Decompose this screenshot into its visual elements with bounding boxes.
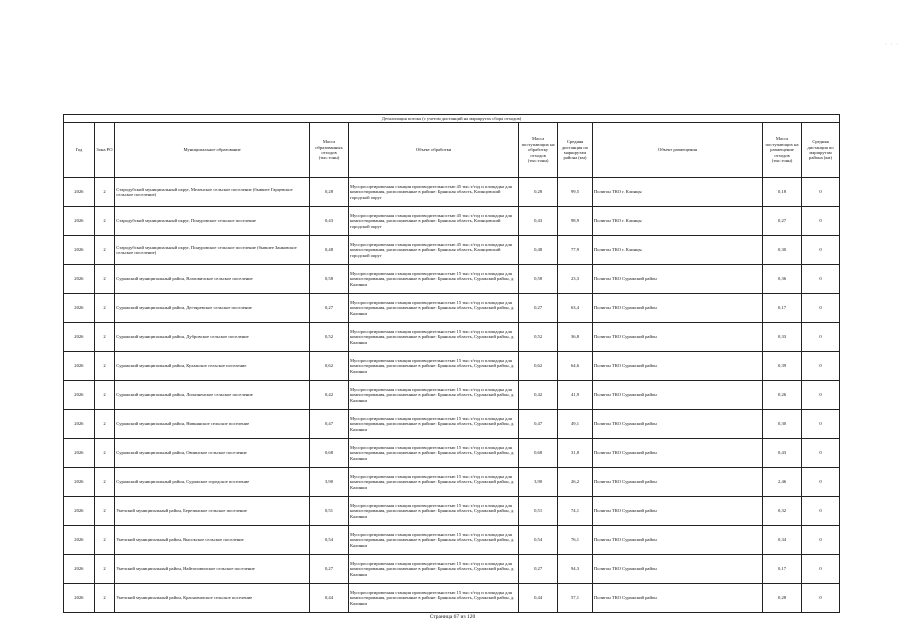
cell-avg-distance-district: 0 (802, 265, 840, 294)
cell-avg-distance-district: 0 (802, 468, 840, 497)
cell-avg-distance-district: 0 (802, 178, 840, 207)
cell-zone: 2 (94, 178, 115, 207)
cell-municipality: Унечский муниципальный район, Красновичское сельское поселение (115, 584, 310, 613)
cell-mass-to-disposal: 0,36 (763, 265, 802, 294)
cell-processing-object: Мусоросортировочная станция производительностью 45 тыс.т/год и площадка для компостирования, расположенные в районе: Брянская область, Клинцовский городской округ (348, 236, 518, 265)
cell-municipality: Суражский муниципальный район, Суражское городское поселение (115, 468, 310, 497)
cell-year: 2026 (64, 497, 95, 526)
cell-municipality: Суражский муниципальный район, Овчинское сельское поселение (115, 439, 310, 468)
cell-year: 2026 (64, 207, 95, 236)
table-row (64, 526, 840, 555)
cell-municipality: Стародубский муниципальный округ, Понуровское сельское поселение (115, 207, 310, 236)
cell-year: 2026 (64, 468, 95, 497)
table-row (64, 497, 840, 526)
cell-processing-object: Мусоросортировочная станция производительностью 15 тыс.т/год и площадка для компостирования, расположенные в районе: Брянская область, Суражский район, д. Калинки (348, 555, 518, 584)
cell-municipality: Суражский муниципальный район, Дегтяревское сельское поселение (115, 294, 310, 323)
cell-avg-distance-district: 0 (802, 352, 840, 381)
cell-year: 2026 (64, 352, 95, 381)
cell-mass-to-disposal: 0,43 (763, 439, 802, 468)
header-zone: Зона РО (94, 123, 115, 178)
cell-mass-to-disposal: 0,27 (763, 207, 802, 236)
cell-municipality: Суражский муниципальный район, Влазовичское сельское поселение (115, 265, 310, 294)
scan-mark: · · · (885, 42, 899, 48)
cell-mass-to-processing: 0,47 (519, 410, 558, 439)
table-row (64, 410, 840, 439)
cell-mass-to-processing: 3,90 (519, 468, 558, 497)
cell-disposal-object: Полигон ТКО Суражский район (592, 555, 762, 584)
cell-processing-object: Мусоросортировочная станция производительностью 15 тыс.т/год и площадка для компостирования, расположенные в районе: Брянская область, Суражский район, д. Калинки (348, 526, 518, 555)
cell-mass-to-processing: 0,54 (519, 526, 558, 555)
cell-avg-distance: 76,1 (558, 526, 593, 555)
cell-avg-distance: 77,9 (558, 236, 593, 265)
table-row (64, 294, 840, 323)
cell-avg-distance-district: 0 (802, 381, 840, 410)
cell-disposal-object: Полигон ТКО Суражский район (592, 323, 762, 352)
cell-zone: 2 (94, 555, 115, 584)
cell-processing-object: Мусоросортировочная станция производительностью 15 тыс.т/год и площадка для компостирования, расположенные в районе: Брянская область, Суражский район, д. Калинки (348, 468, 518, 497)
cell-municipality: Унечский муниципальный район, Найтоповичское сельское поселение (115, 555, 310, 584)
cell-zone: 2 (94, 236, 115, 265)
cell-processing-object: Мусоросортировочная станция производительностью 15 тыс.т/год и площадка для компостирования, расположенные в районе: Брянская область, Суражский район, д. Калинки (348, 410, 518, 439)
cell-avg-distance: 94,3 (558, 555, 593, 584)
cell-mass-to-processing: 0,68 (519, 439, 558, 468)
cell-processing-object: Мусоросортировочная станция производительностью 15 тыс.т/год и площадка для компостирования, расположенные в районе: Брянская область, Суражский район, д. Калинки (348, 265, 518, 294)
cell-processing-object: Мусоросортировочная станция производительностью 15 тыс.т/год и площадка для компостирования, расположенные в районе: Брянская область, Суражский район, д. Калинки (348, 323, 518, 352)
cell-municipality: Унечский муниципальный район, Высокское сельское поселение (115, 526, 310, 555)
cell-avg-distance: 26,2 (558, 468, 593, 497)
table-caption: Детализация потока (с учетом дистанций на маршрутах сбора отходов) (64, 115, 840, 123)
cell-mass-to-disposal: 0,28 (763, 584, 802, 613)
cell-municipality: Суражский муниципальный район, Нивнянское сельское поселение (115, 410, 310, 439)
cell-avg-distance: 74,1 (558, 497, 593, 526)
cell-disposal-object: Полигон ТКО Суражский район (592, 497, 762, 526)
cell-avg-distance: 64,6 (558, 352, 593, 381)
cell-avg-distance-district: 0 (802, 497, 840, 526)
cell-mass-to-processing: 0,27 (519, 294, 558, 323)
header-mass-to-disposal: Масса поступающих на размещение отходов (тыс.тонн) (763, 123, 802, 178)
cell-disposal-object: Полигон ТКО г. Клинцы (592, 236, 762, 265)
cell-avg-distance-district: 0 (802, 410, 840, 439)
table-row (64, 352, 840, 381)
cell-disposal-object: Полигон ТКО Суражский район (592, 468, 762, 497)
table-row (64, 207, 840, 236)
cell-municipality: Стародубский муниципальный округ, Меленское сельское поселение (бывшее Гарцевское сельское поселение) (115, 178, 310, 207)
cell-year: 2026 (64, 555, 95, 584)
table-row (64, 178, 840, 207)
cell-disposal-object: Полигон ТКО Суражский район (592, 352, 762, 381)
cell-municipality: Суражский муниципальный район, Лопазненское сельское поселение (115, 381, 310, 410)
cell-year: 2026 (64, 265, 95, 294)
cell-mass-generated: 0,44 (310, 584, 349, 613)
cell-processing-object: Мусоросортировочная станция производительностью 15 тыс.т/год и площадка для компостирования, расположенные в районе: Брянская область, Суражский район, д. Калинки (348, 497, 518, 526)
table-row (64, 381, 840, 410)
cell-mass-to-disposal: 0,34 (763, 526, 802, 555)
cell-avg-distance-district: 0 (802, 526, 840, 555)
header-processing-object: Объект обработки (348, 123, 518, 178)
header-mass-to-processing: Масса поступающих на обработку отходов (тыс.тонн) (519, 123, 558, 178)
cell-avg-distance-district: 0 (802, 207, 840, 236)
cell-year: 2026 (64, 410, 95, 439)
cell-processing-object: Мусоросортировочная станция производительностью 15 тыс.т/год и площадка для компостирования, расположенные в районе: Брянская область, Суражский район, д. Калинки (348, 584, 518, 613)
cell-disposal-object: Полигон ТКО г. Клинцы (592, 178, 762, 207)
cell-disposal-object: Полигон ТКО Суражский район (592, 410, 762, 439)
cell-avg-distance: 49,1 (558, 410, 593, 439)
cell-disposal-object: Полигон ТКО Суражский район (592, 584, 762, 613)
cell-mass-generated: 0,42 (310, 381, 349, 410)
header-disposal-object: Объект размещения (592, 123, 762, 178)
waste-flow-table (63, 114, 840, 613)
cell-avg-distance: 23,3 (558, 265, 593, 294)
cell-avg-distance-district: 0 (802, 584, 840, 613)
cell-mass-generated: 0,54 (310, 526, 349, 555)
cell-mass-generated: 0,43 (310, 207, 349, 236)
cell-municipality: Суражский муниципальный район, Дубровское сельское поселение (115, 323, 310, 352)
cell-avg-distance: 31,8 (558, 439, 593, 468)
table-row (64, 265, 840, 294)
cell-zone: 2 (94, 323, 115, 352)
cell-avg-distance: 36,8 (558, 323, 593, 352)
cell-mass-to-disposal: 0,33 (763, 323, 802, 352)
table-row (64, 555, 840, 584)
cell-year: 2026 (64, 439, 95, 468)
cell-mass-to-processing: 0,62 (519, 352, 558, 381)
cell-mass-generated: 0,48 (310, 236, 349, 265)
cell-disposal-object: Полигон ТКО Суражский район (592, 294, 762, 323)
table-row (64, 236, 840, 265)
cell-mass-to-disposal: 0,32 (763, 497, 802, 526)
cell-mass-to-processing: 0,51 (519, 497, 558, 526)
cell-mass-to-disposal: 0,17 (763, 294, 802, 323)
cell-municipality: Суражский муниципальный район, Кулажское сельское поселение (115, 352, 310, 381)
cell-mass-to-processing: 0,44 (519, 584, 558, 613)
cell-mass-generated: 0,27 (310, 294, 349, 323)
cell-mass-to-disposal: 0,17 (763, 555, 802, 584)
cell-municipality: Унечский муниципальный район, Березинское сельское поселение (115, 497, 310, 526)
cell-processing-object: Мусоросортировочная станция производительностью 45 тыс.т/год и площадка для компостирования, расположенные в районе: Брянская область, Клинцовский городской округ (348, 207, 518, 236)
cell-disposal-object: Полигон ТКО Суражский район (592, 526, 762, 555)
cell-mass-to-processing: 0,42 (519, 381, 558, 410)
cell-mass-generated: 0,62 (310, 352, 349, 381)
cell-zone: 2 (94, 468, 115, 497)
cell-zone: 2 (94, 584, 115, 613)
header-year: Год (64, 123, 95, 178)
cell-avg-distance-district: 0 (802, 555, 840, 584)
cell-zone: 2 (94, 265, 115, 294)
table-row (64, 584, 840, 613)
cell-processing-object: Мусоросортировочная станция производительностью 15 тыс.т/год и площадка для компостирования, расположенные в районе: Брянская область, Суражский район, д. Калинки (348, 381, 518, 410)
cell-mass-generated: 0,58 (310, 265, 349, 294)
cell-mass-to-disposal: 0,30 (763, 410, 802, 439)
cell-year: 2026 (64, 584, 95, 613)
cell-zone: 2 (94, 381, 115, 410)
cell-year: 2026 (64, 526, 95, 555)
cell-mass-to-disposal: 0,18 (763, 178, 802, 207)
cell-disposal-object: Полигон ТКО г. Клинцы (592, 207, 762, 236)
cell-mass-to-processing: 0,28 (519, 178, 558, 207)
header-mass-generated: Масса образованных отходов (тыс.тонн) (310, 123, 349, 178)
cell-mass-to-disposal: 2,46 (763, 468, 802, 497)
cell-year: 2026 (64, 294, 95, 323)
cell-mass-generated: 0,28 (310, 178, 349, 207)
cell-avg-distance: 57,1 (558, 584, 593, 613)
cell-mass-to-processing: 0,52 (519, 323, 558, 352)
cell-mass-to-processing: 0,43 (519, 207, 558, 236)
cell-mass-to-disposal: 0,26 (763, 381, 802, 410)
cell-municipality: Стародубский муниципальный округ, Понуровское сельское поселение (бывшее Занковское сельское поселение) (115, 236, 310, 265)
cell-processing-object: Мусоросортировочная станция производительностью 15 тыс.т/год и площадка для компостирования, расположенные в районе: Брянская область, Суражский район, д. Калинки (348, 352, 518, 381)
page-footer: Страница 67 из 120 (429, 614, 476, 620)
cell-year: 2026 (64, 381, 95, 410)
cell-avg-distance-district: 0 (802, 323, 840, 352)
cell-avg-distance-district: 0 (802, 439, 840, 468)
cell-avg-distance: 98,9 (558, 207, 593, 236)
cell-mass-generated: 0,47 (310, 410, 349, 439)
table-row (64, 439, 840, 468)
cell-avg-distance: 63,4 (558, 294, 593, 323)
cell-zone: 2 (94, 526, 115, 555)
cell-disposal-object: Полигон ТКО Суражский район (592, 381, 762, 410)
cell-processing-object: Мусоросортировочная станция производительностью 15 тыс.т/год и площадка для компостирования, расположенные в районе: Брянская область, Суражский район, д. Калинки (348, 439, 518, 468)
cell-avg-distance-district: 0 (802, 236, 840, 265)
cell-zone: 2 (94, 294, 115, 323)
table-row (64, 323, 840, 352)
cell-zone: 2 (94, 497, 115, 526)
table-body (64, 178, 840, 613)
header-avg-distance: Средняя дистанция по маршрутам района (км) (558, 123, 593, 178)
cell-mass-generated: 0,52 (310, 323, 349, 352)
cell-year: 2026 (64, 178, 95, 207)
cell-mass-to-disposal: 0,39 (763, 352, 802, 381)
cell-zone: 2 (94, 352, 115, 381)
cell-mass-generated: 0,68 (310, 439, 349, 468)
header-municipality: Муниципальное образование (115, 123, 310, 178)
cell-avg-distance: 99,5 (558, 178, 593, 207)
cell-mass-to-disposal: 0,30 (763, 236, 802, 265)
cell-mass-to-processing: 0,58 (519, 265, 558, 294)
cell-processing-object: Мусоросортировочная станция производительностью 15 тыс.т/год и площадка для компостирования, расположенные в районе: Брянская область, Суражский район, д. Калинки (348, 294, 518, 323)
cell-processing-object: Мусоросортировочная станция производительностью 45 тыс.т/год и площадка для компостирования, расположенные в районе: Брянская область, Клинцовский городской округ (348, 178, 518, 207)
cell-year: 2026 (64, 236, 95, 265)
cell-mass-to-processing: 0,27 (519, 555, 558, 584)
cell-avg-distance-district: 0 (802, 294, 840, 323)
table-row (64, 468, 840, 497)
cell-zone: 2 (94, 410, 115, 439)
cell-mass-generated: 0,27 (310, 555, 349, 584)
cell-avg-distance: 41,9 (558, 381, 593, 410)
cell-year: 2026 (64, 323, 95, 352)
cell-disposal-object: Полигон ТКО Суражский район (592, 439, 762, 468)
cell-mass-generated: 3,90 (310, 468, 349, 497)
cell-mass-generated: 0,51 (310, 497, 349, 526)
header-avg-distance-district: Средняя дистанция по маршрутам района (км) (802, 123, 840, 178)
cell-mass-to-processing: 0,48 (519, 236, 558, 265)
cell-zone: 2 (94, 207, 115, 236)
cell-zone: 2 (94, 439, 115, 468)
cell-disposal-object: Полигон ТКО Суражский район (592, 265, 762, 294)
